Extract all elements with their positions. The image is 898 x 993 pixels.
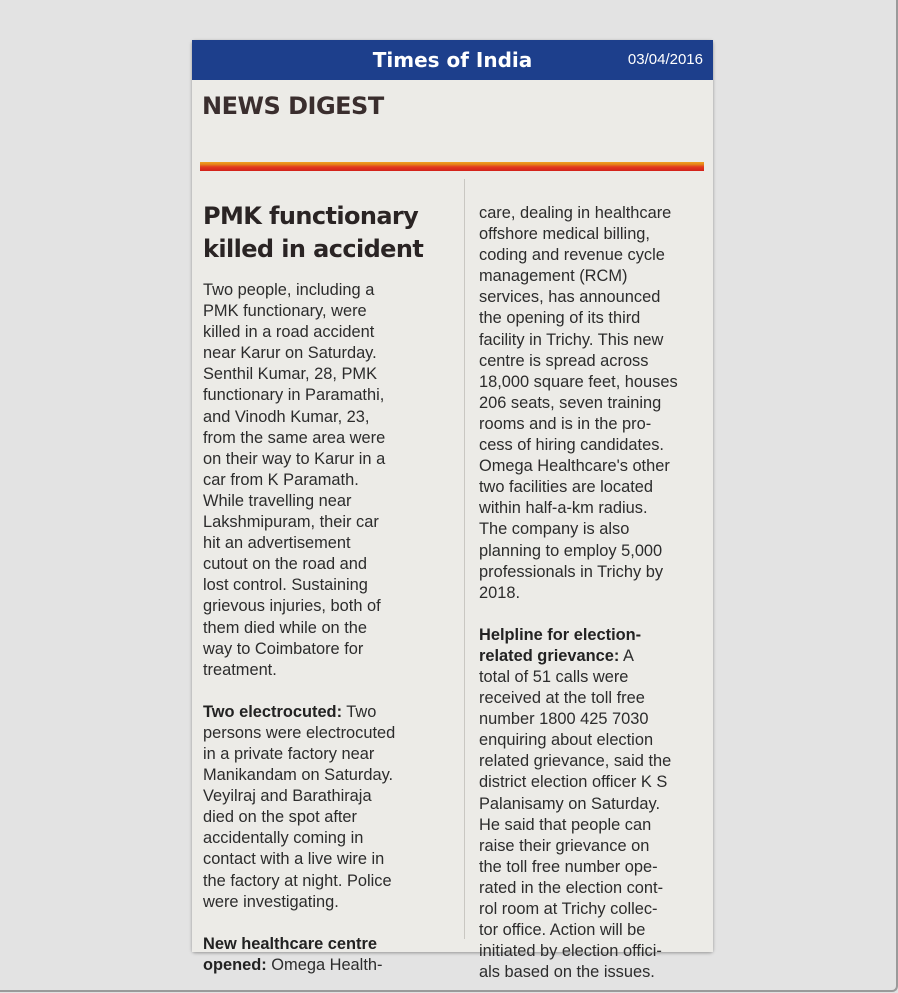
story-line: contact with a live wire in [203, 850, 385, 869]
story-line: planning to employ 5,000 [479, 541, 663, 560]
story-lead-line: opened: Omega Health- [203, 955, 383, 974]
story-line: total of 51 calls were [479, 667, 629, 686]
story-line: rooms and is in the pro- [479, 414, 652, 433]
story-line: received at the toll free [479, 689, 645, 708]
story-lead-line: Helpline for election- [479, 625, 642, 644]
column-divider [464, 179, 465, 939]
story-line: near Karur on Saturday. [203, 344, 377, 363]
story-line: Two people, including a [203, 281, 375, 299]
story-line: services, has announced [479, 288, 661, 307]
story-line: in a private factory near [203, 744, 375, 763]
story-line: the toll free number ope- [479, 857, 658, 876]
story-line: management (RCM) [479, 267, 628, 286]
story-line: als based on the issues. [479, 963, 655, 982]
story-healthcare-continued [479, 203, 711, 604]
story-line: related grievance, said the [479, 752, 672, 771]
story-healthcare-start [203, 934, 455, 976]
story-line: number 1800 425 7030 [479, 710, 649, 729]
story-line: car from K Paramath. [203, 470, 359, 489]
story-line: professionals in Trichy by [479, 562, 664, 581]
story-line: them died while on the [203, 618, 368, 637]
newspaper-clipping [192, 80, 713, 982]
story-line: on their way to Karur in a [203, 449, 386, 468]
story-line: 18,000 square feet, houses [479, 372, 678, 391]
story-line: 206 seats, seven training [479, 393, 662, 412]
story-lead-line: Two electrocuted: Two [203, 702, 377, 721]
story-line: He said that people can [479, 815, 652, 834]
publication-title: Times of India [372, 48, 533, 72]
story-line: PMK functionary, were [203, 302, 367, 321]
story-line: and Vinodh Kumar, 23, [203, 407, 370, 426]
story-line: died on the spot after [203, 808, 357, 827]
story-line: tor office. Action will be [479, 921, 646, 940]
story-line: the opening of its third [479, 309, 641, 328]
article-headline [203, 200, 453, 266]
story-line: within half-a-km radius. [479, 499, 648, 518]
story-line: The company is also [479, 520, 630, 539]
section-banner: NEWS DIGEST [202, 92, 384, 120]
story-line: initiated by election offici- [479, 942, 662, 961]
story-line: killed in a road accident [203, 323, 375, 342]
story-line: cess of hiring candidates. [479, 436, 664, 455]
story-line: lost control. Sustaining [203, 576, 368, 595]
story-lead-line: related grievance: A [479, 646, 634, 665]
story-line: way to Coimbatore for [203, 639, 364, 658]
story-line: enquiring about election [479, 731, 654, 750]
story-line: rated in the election cont- [479, 878, 664, 897]
story-line: from the same area were [203, 428, 386, 447]
story-line: coding and revenue cycle [479, 246, 665, 265]
story-line: care, dealing in healthcare [479, 204, 672, 222]
story-line: the factory at night. Police [203, 871, 392, 890]
story-line: district election officer K S [479, 773, 668, 792]
story-line: facility in Trichy. This new [479, 330, 664, 349]
story-line: Veyilraj and Barathiraja [203, 787, 372, 806]
headline-line: killed in accident [203, 235, 424, 263]
news-clipping-card [192, 40, 713, 982]
story-electrocuted [203, 702, 455, 913]
story-line: Lakshmipuram, their car [203, 513, 379, 532]
section-rule [200, 162, 704, 171]
publication-date: 03/04/2016 [627, 51, 703, 68]
story-line: cutout on the road and [203, 555, 368, 574]
story-line: persons were electrocuted [203, 723, 396, 742]
story-line: While travelling near [203, 491, 352, 510]
story-line: two facilities are located [479, 478, 654, 497]
story-line: rol room at Trichy collec- [479, 900, 658, 918]
left-column [203, 280, 455, 976]
story-line: Palanisamy on Saturday. [479, 794, 661, 813]
story-lead-line: New healthcare centre [203, 934, 377, 953]
story-line: accidentally coming in [203, 829, 364, 848]
story-line: centre is spread across [479, 351, 649, 370]
story-line: 2018. [479, 583, 521, 602]
right-column [479, 203, 711, 983]
story-line: Senthil Kumar, 28, PMK [203, 365, 378, 384]
story-line: raise their grievance on [479, 836, 650, 855]
story-line: treatment. [203, 660, 277, 679]
story-line: grievous injuries, both of [203, 597, 381, 616]
story-road-accident [203, 280, 455, 681]
story-line: hit an advertisement [203, 534, 351, 553]
headline-line: PMK functionary [203, 202, 419, 230]
clipping-header [192, 40, 713, 80]
story-line: were investigating. [203, 892, 339, 911]
story-line: offshore medical billing, [479, 225, 650, 244]
story-line: Manikandam on Saturday. [203, 766, 394, 785]
story-helpline [479, 625, 711, 984]
story-line: Omega Healthcare's other [479, 457, 670, 476]
story-line: functionary in Paramathi, [203, 386, 385, 405]
